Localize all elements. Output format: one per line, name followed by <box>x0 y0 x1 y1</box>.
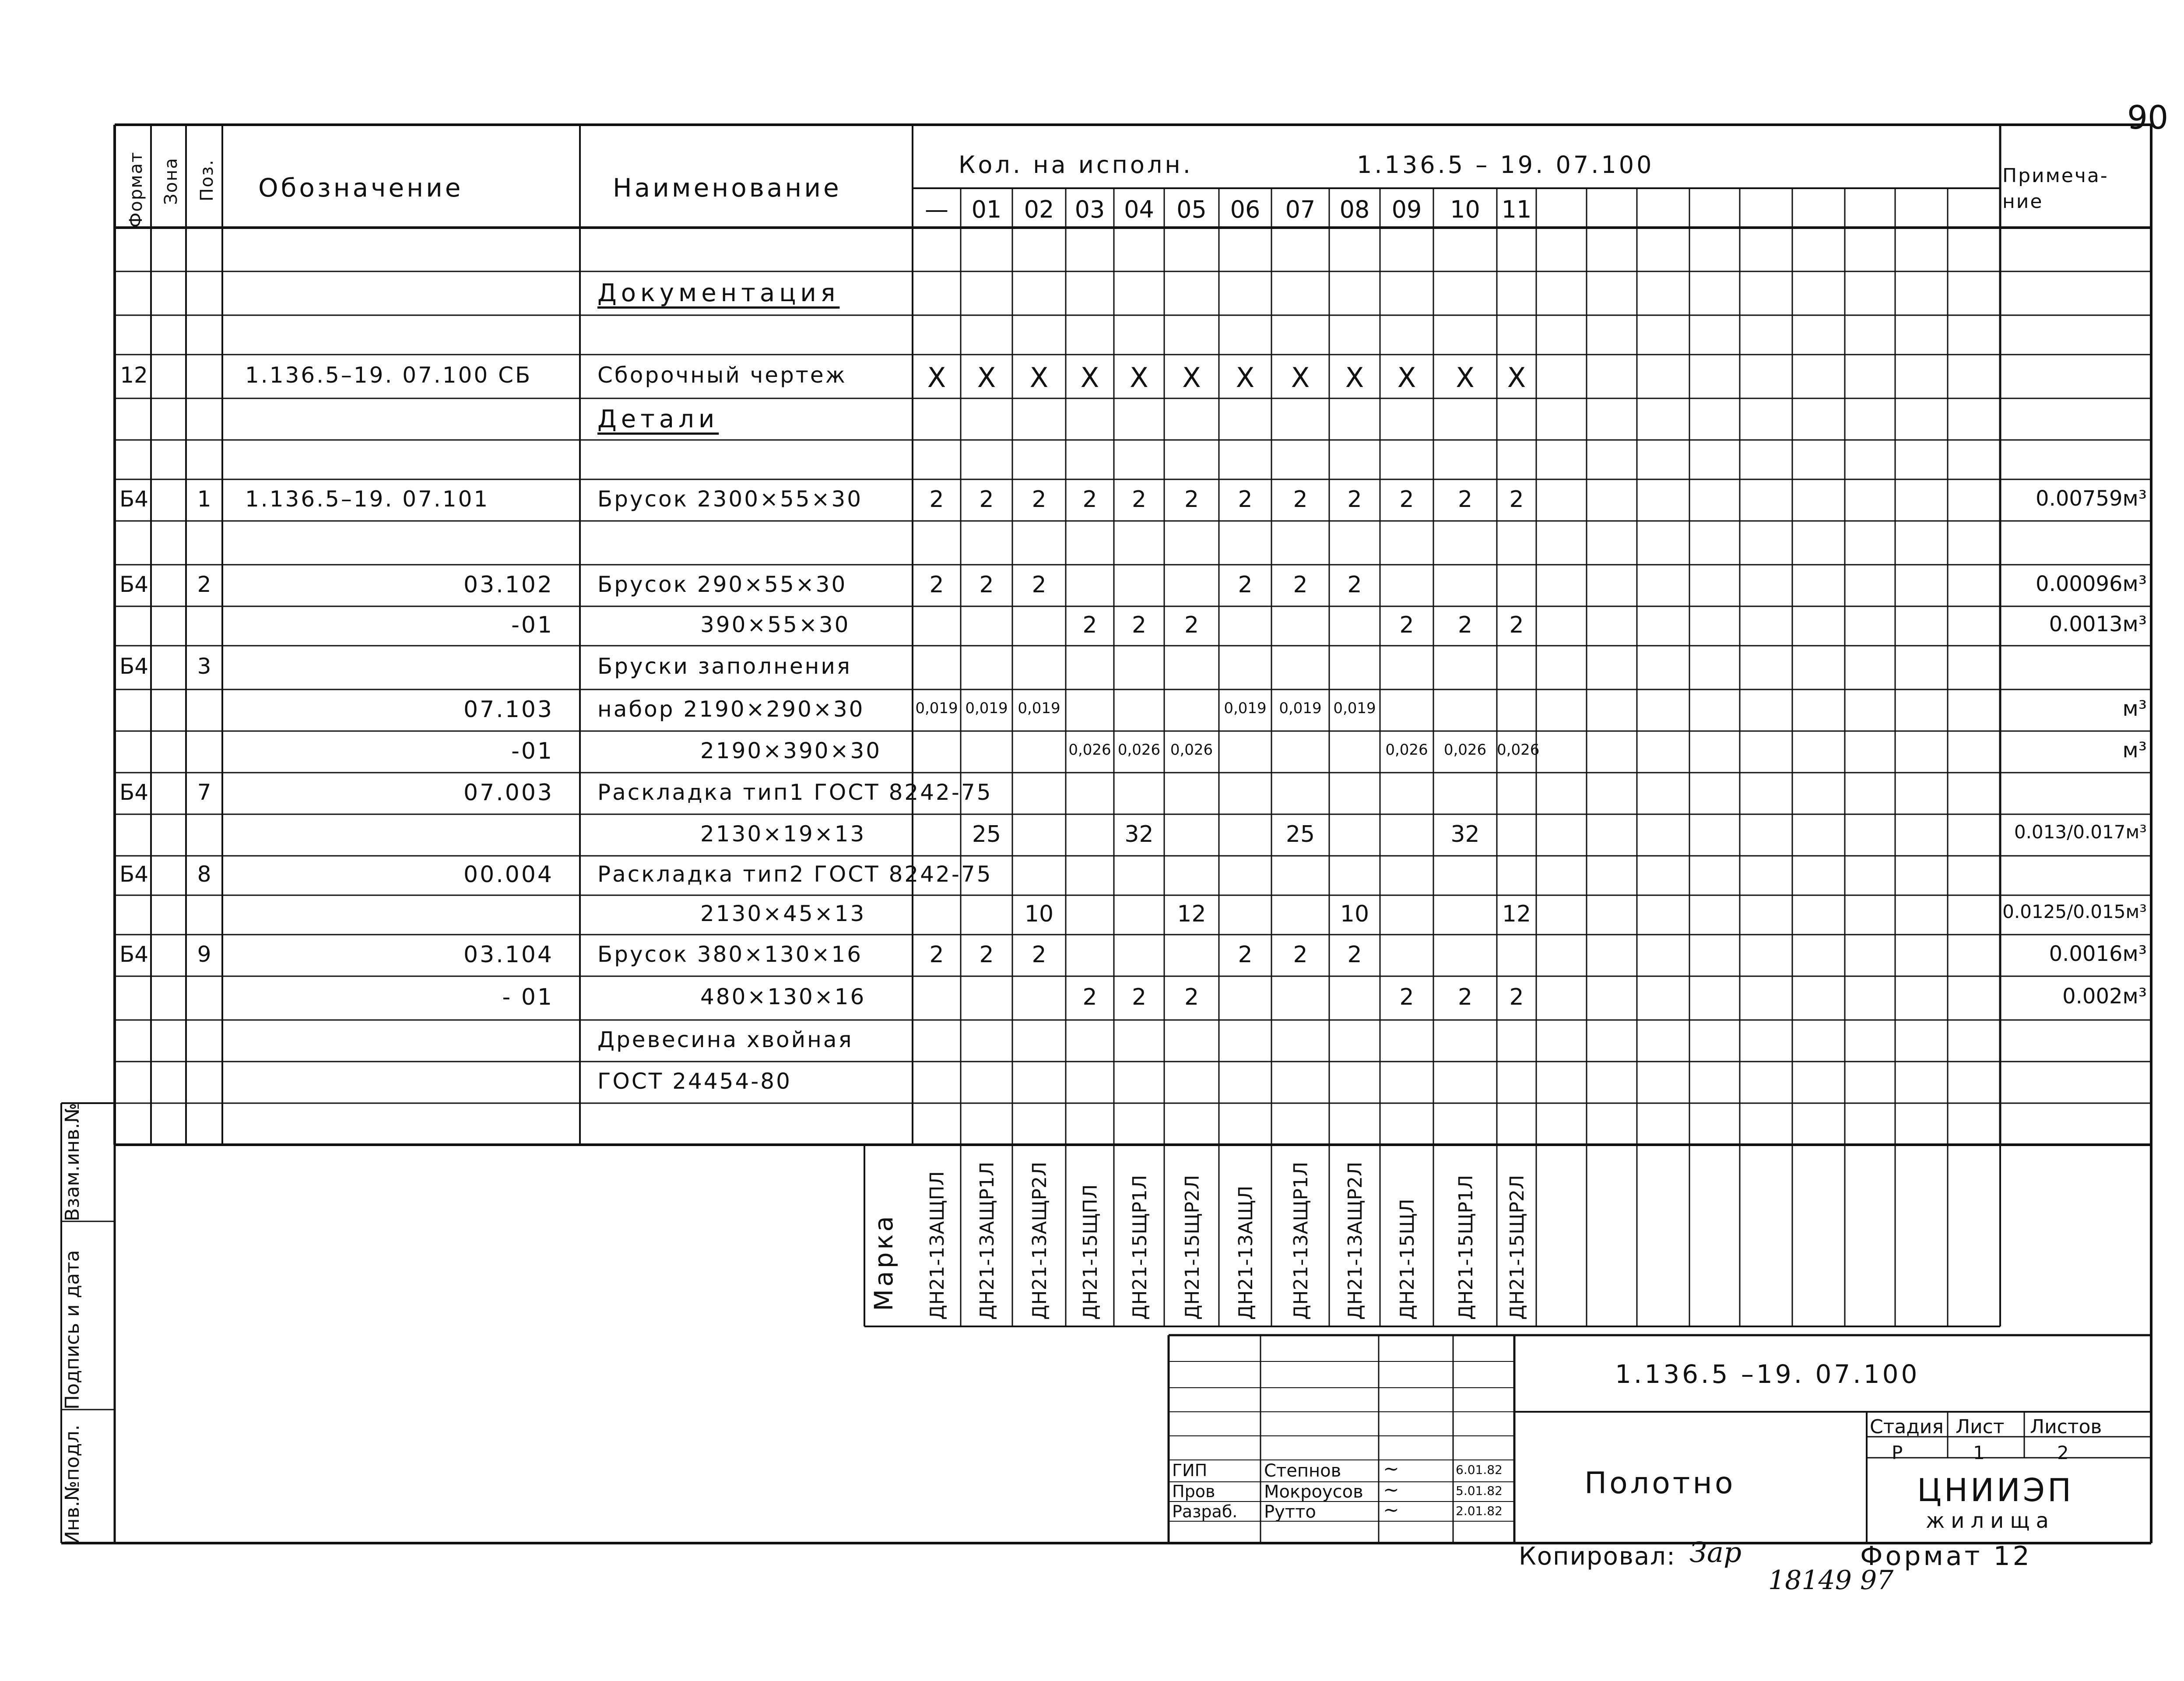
marka-label: Марка <box>869 1213 899 1311</box>
qty-cell: 2 <box>1082 984 1097 1010</box>
variant-header-5: 05 <box>1176 196 1207 223</box>
row-designation: 00.004 <box>463 862 554 888</box>
qty-cell: 2 <box>1032 486 1046 513</box>
qty-cell: 2 <box>979 941 994 968</box>
row-name: Древесина хвойная <box>597 1027 853 1052</box>
qty-cell: 2 <box>1457 612 1473 638</box>
qty-cell: 32 <box>1124 821 1154 848</box>
qty-cell: 2 <box>1131 984 1147 1010</box>
row-designation: 03.102 <box>463 571 554 598</box>
qty-cell: X <box>1182 362 1201 394</box>
footer-copy-numbers: 18149 97 <box>1768 1565 1894 1596</box>
row-note: 0.013/0.017м³ <box>2014 821 2147 843</box>
row-note: 0.002м³ <box>2062 984 2147 1009</box>
header-pos: Поз. <box>197 159 217 201</box>
variant-header-8: 08 <box>1339 196 1370 223</box>
staff-signature: ~ <box>1383 1458 1399 1480</box>
staff-signature: ~ <box>1383 1479 1399 1501</box>
header-qty-doc: 1.136.5 – 19. 07.100 <box>1357 151 1654 179</box>
qty-cell: 12 <box>1177 901 1206 927</box>
header-name: Наименование <box>613 173 842 203</box>
qty-cell: 2 <box>1082 612 1097 638</box>
qty-cell: 0,019 <box>1224 699 1267 717</box>
qty-cell: 2 <box>1457 984 1473 1010</box>
qty-cell: 2 <box>1347 486 1362 513</box>
qty-cell: 2 <box>1184 984 1199 1010</box>
header-zone: Зона <box>161 157 181 205</box>
header-designation: Обозначение <box>258 173 463 203</box>
row-heading: Документация <box>597 279 840 307</box>
staff-role: Разраб. <box>1172 1502 1238 1521</box>
variant-header-11: 11 <box>1501 196 1532 223</box>
row-format: Б4 <box>119 486 149 512</box>
row-name: Брусок 380×130×16 <box>597 941 863 967</box>
row-pos: 8 <box>197 862 211 887</box>
title-sheets: 2 <box>2057 1442 2069 1463</box>
row-designation: 03.104 <box>463 941 554 968</box>
staff-name: Степнов <box>1264 1461 1341 1481</box>
row-note: 0.0013м³ <box>2049 612 2147 637</box>
qty-cell: X <box>1456 362 1475 394</box>
qty-cell: X <box>1080 362 1099 394</box>
qty-cell: 10 <box>1340 901 1369 927</box>
marka-item: ДН21-13АЩР1Л <box>1290 1161 1312 1320</box>
qty-cell: 0,019 <box>1279 699 1322 717</box>
qty-cell: X <box>1236 362 1255 394</box>
page-number: 90 <box>2127 99 2169 137</box>
row-name: Сборочный чертеж <box>597 362 847 388</box>
qty-cell: 12 <box>1502 901 1531 927</box>
row-designation: 07.003 <box>463 779 554 806</box>
row-heading: Детали <box>597 404 719 433</box>
row-name: Раскладка тип1 ГОСТ 8242-75 <box>597 779 993 805</box>
marka-item: ДН21-15ЩР2Л <box>1181 1175 1204 1320</box>
header-note: Примеча-ние <box>2002 165 2109 213</box>
variant-header-7: 07 <box>1285 196 1316 223</box>
qty-cell: 2 <box>1293 486 1308 513</box>
footer-copied: Копировал: <box>1519 1542 1676 1571</box>
row-note: 0.00096м³ <box>2036 571 2147 596</box>
variant-header-4: 04 <box>1124 196 1154 223</box>
qty-cell: X <box>1397 362 1416 394</box>
staff-role: Пров <box>1172 1482 1215 1501</box>
title-sheet-label: Лист <box>1956 1416 2005 1438</box>
qty-cell: 2 <box>1399 612 1414 638</box>
qty-cell: 2 <box>929 941 944 968</box>
qty-cell: 2 <box>1399 984 1414 1010</box>
title-org-sub: жилища <box>1926 1509 2055 1533</box>
row-note: 0.00759м³ <box>2036 486 2147 511</box>
row-pos: 3 <box>197 654 211 679</box>
row-name: 2190×390×30 <box>700 738 882 763</box>
marka-item: ДН21-13АЩР2Л <box>1344 1161 1366 1320</box>
qty-cell: 0,026 <box>1385 741 1428 759</box>
qty-cell: 2 <box>1131 486 1147 513</box>
qty-cell: 25 <box>1285 821 1315 848</box>
qty-cell: 2 <box>1184 486 1199 513</box>
row-format: Б4 <box>119 654 149 679</box>
row-pos: 1 <box>197 486 211 512</box>
qty-cell: 2 <box>1032 571 1046 598</box>
qty-cell: X <box>1345 362 1364 394</box>
variant-header-3: 03 <box>1074 196 1105 223</box>
row-pos: 9 <box>197 941 211 967</box>
qty-cell: 2 <box>1399 486 1414 513</box>
variant-header-9: 09 <box>1391 196 1422 223</box>
row-designation: 1.136.5–19. 07.101 <box>245 486 490 512</box>
title-stage: Р <box>1892 1442 1903 1463</box>
qty-cell: 25 <box>972 821 1001 848</box>
footer-format: Формат 12 <box>1860 1541 2032 1572</box>
qty-cell: X <box>927 362 946 394</box>
qty-cell: 2 <box>1293 941 1308 968</box>
marka-item: ДН21-15ЩР2Л <box>1506 1175 1528 1320</box>
qty-cell: 0,026 <box>1497 741 1540 759</box>
title-sheet: 1 <box>1973 1442 1985 1463</box>
qty-cell: 2 <box>979 486 994 513</box>
qty-cell: 0,019 <box>965 699 1008 717</box>
qty-cell: 0,019 <box>915 699 958 717</box>
side-stamp-inv: Инв.№подл. <box>61 1424 84 1545</box>
row-name: 2130×19×13 <box>700 821 866 847</box>
marka-item: ДН21-15ЩР1Л <box>1454 1175 1477 1320</box>
row-name: ГОСТ 24454-80 <box>597 1068 792 1094</box>
qty-cell: 2 <box>1082 486 1097 513</box>
qty-cell: 2 <box>1457 486 1473 513</box>
qty-cell: X <box>1029 362 1049 394</box>
variant-header-10: 10 <box>1450 196 1480 223</box>
footer-copy-signature: Зар <box>1689 1537 1742 1569</box>
qty-cell: X <box>977 362 996 394</box>
qty-cell: 2 <box>1509 486 1524 513</box>
qty-cell: 2 <box>1032 941 1046 968</box>
qty-cell: 32 <box>1450 821 1480 848</box>
row-note: м³ <box>2122 738 2147 763</box>
row-format: Б4 <box>119 779 149 805</box>
row-designation: 1.136.5–19. 07.100 СБ <box>245 362 532 388</box>
qty-cell: 0,026 <box>1117 741 1161 759</box>
variant-header-1: 01 <box>971 196 1002 223</box>
qty-cell: 0,026 <box>1068 741 1111 759</box>
title-doc-number: 1.136.5 –19. 07.100 <box>1615 1359 1920 1389</box>
header-format: Формат <box>126 151 146 228</box>
staff-name: Рутто <box>1264 1502 1316 1522</box>
qty-cell: 2 <box>1347 571 1362 598</box>
row-note: 0.0125/0.015м³ <box>2002 901 2147 922</box>
title-sheets-label: Листов <box>2030 1416 2102 1438</box>
qty-cell: 2 <box>1509 984 1524 1010</box>
row-designation: - 01 <box>502 984 554 1010</box>
row-format: Б4 <box>119 941 149 967</box>
marka-item: ДН21-15ЩЛ <box>1396 1199 1419 1320</box>
marka-item: ДН21-13АЩЛ <box>1235 1185 1257 1320</box>
qty-cell: 0,026 <box>1443 741 1487 759</box>
qty-cell: 2 <box>1238 571 1253 598</box>
qty-cell: 0,019 <box>1018 699 1060 717</box>
marka-item: ДН21-13АЩР2Л <box>1029 1161 1051 1320</box>
qty-cell: 0,019 <box>1333 699 1376 717</box>
qty-cell: 2 <box>929 486 944 513</box>
qty-cell: 2 <box>979 571 994 598</box>
row-name: 390×55×30 <box>700 612 850 637</box>
qty-cell: X <box>1130 362 1148 394</box>
row-designation: -01 <box>511 612 554 638</box>
row-format: 12 <box>120 362 148 388</box>
marka-item: ДН21-15ЩПЛ <box>1079 1184 1102 1320</box>
row-name: Брусок 290×55×30 <box>597 571 847 597</box>
qty-cell: 2 <box>1184 612 1199 638</box>
title-stage-label: Стадия <box>1870 1416 1944 1438</box>
marka-item: ДН21-13АЩПЛ <box>926 1171 948 1320</box>
staff-name: Мокроусов <box>1264 1482 1363 1502</box>
row-format: Б4 <box>119 862 149 887</box>
qty-cell: 0,026 <box>1170 741 1213 759</box>
qty-cell: 2 <box>929 571 944 598</box>
variant-header-6: 06 <box>1230 196 1261 223</box>
qty-cell: 10 <box>1024 901 1054 927</box>
row-note: м³ <box>2122 696 2147 721</box>
title-org: ЦНИИЭП <box>1917 1472 2074 1509</box>
side-stamp-replace: Взам.инв.№ <box>61 1103 84 1221</box>
staff-date: 5.01.82 <box>1456 1484 1503 1498</box>
row-name: 480×130×16 <box>700 984 866 1009</box>
row-name: 2130×45×13 <box>700 901 866 926</box>
qty-cell: 2 <box>1347 941 1362 968</box>
qty-cell: 2 <box>1131 612 1147 638</box>
qty-cell: 2 <box>1238 941 1253 968</box>
row-name: Брусок 2300×55×30 <box>597 486 863 512</box>
row-pos: 7 <box>197 779 211 805</box>
row-name: набор 2190×290×30 <box>597 696 865 722</box>
qty-cell: 2 <box>1293 571 1308 598</box>
side-stamp-sign: Подпись и дата <box>61 1250 84 1410</box>
variant-header-2: 02 <box>1024 196 1054 223</box>
qty-cell: 2 <box>1238 486 1253 513</box>
row-name: Бруски заполнения <box>597 654 852 679</box>
marka-item: ДН21-13АЩР1Л <box>976 1161 998 1320</box>
qty-cell: X <box>1291 362 1310 394</box>
row-pos: 2 <box>197 571 211 597</box>
row-designation: -01 <box>511 738 554 764</box>
variant-header-0: — <box>925 196 948 223</box>
qty-cell: X <box>1507 362 1526 394</box>
header-qty-title: Кол. на исполн. <box>959 151 1193 179</box>
qty-cell: 2 <box>1509 612 1524 638</box>
row-note: 0.0016м³ <box>2049 941 2147 966</box>
staff-role: ГИП <box>1172 1461 1208 1480</box>
row-name: Раскладка тип2 ГОСТ 8242-75 <box>597 862 993 887</box>
staff-date: 6.01.82 <box>1456 1463 1503 1477</box>
row-designation: 07.103 <box>463 696 554 723</box>
row-format: Б4 <box>119 571 149 597</box>
staff-date: 2.01.82 <box>1456 1504 1503 1518</box>
staff-signature: ~ <box>1383 1499 1399 1521</box>
marka-item: ДН21-15ЩР1Л <box>1128 1175 1151 1320</box>
title-name: Полотно <box>1584 1466 1736 1501</box>
